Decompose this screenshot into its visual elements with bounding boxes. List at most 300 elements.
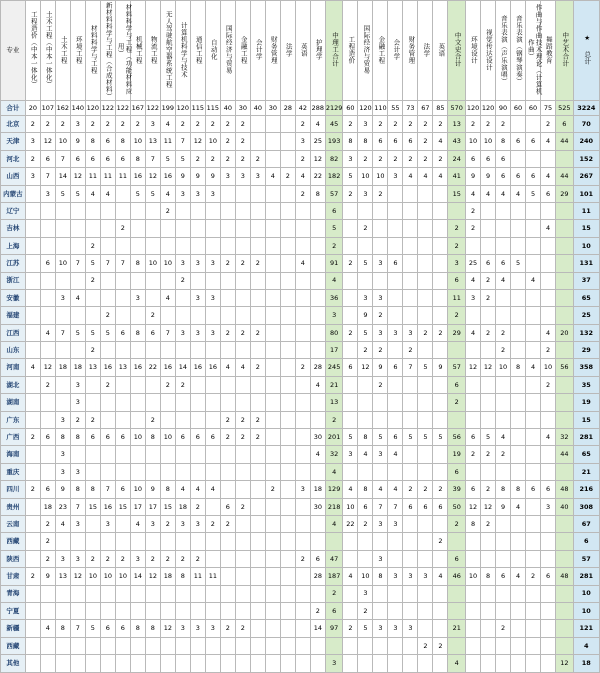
table-cell: 267: [573, 168, 599, 185]
table-cell: 3: [295, 481, 310, 498]
table-cell: [466, 550, 481, 567]
column-header: [280, 1, 295, 101]
table-cell: 3: [358, 185, 373, 202]
table-cell: 30: [310, 498, 325, 515]
table-cell: 97: [325, 620, 343, 637]
table-cell: [220, 342, 235, 359]
table-cell: 6: [70, 150, 85, 167]
table-cell: [145, 272, 160, 289]
table-cell: [433, 220, 448, 237]
table-cell: [265, 550, 280, 567]
table-cell: [130, 585, 145, 602]
province-label: 青海: [1, 585, 26, 602]
table-cell: 2: [358, 342, 373, 359]
table-cell: 2: [418, 481, 433, 498]
table-cell: [235, 376, 250, 393]
table-cell: 2: [220, 133, 235, 150]
table-row: [1, 463, 600, 480]
table-cell: 3: [55, 550, 70, 567]
table-cell: [265, 133, 280, 150]
table-cell: [556, 394, 574, 411]
table-cell: 17: [145, 498, 160, 515]
column-header: [433, 1, 448, 101]
table-cell: 2: [541, 376, 556, 393]
table-cell: 6: [403, 498, 418, 515]
table-cell: 2: [526, 568, 541, 585]
table-cell: [511, 655, 526, 672]
table-cell: 2: [85, 272, 100, 289]
table-cell: 2: [358, 515, 373, 532]
table-cell: [466, 637, 481, 654]
table-cell: 3: [100, 515, 115, 532]
table-cell: [418, 446, 433, 463]
table-cell: [403, 463, 418, 480]
table-cell: [175, 585, 190, 602]
table-cell: 6: [100, 429, 115, 446]
table-cell: [250, 515, 265, 532]
table-cell: 9: [466, 168, 481, 185]
table-cell: [250, 272, 265, 289]
table-cell: 4: [40, 620, 55, 637]
table-cell: [295, 324, 310, 341]
table-cell: [373, 585, 388, 602]
table-cell: 2: [343, 185, 358, 202]
table-cell: 358: [573, 359, 599, 376]
table-cell: 3: [25, 168, 40, 185]
sum-cell: 120: [466, 101, 481, 116]
table-cell: [433, 411, 448, 428]
table-cell: [250, 533, 265, 550]
table-row: [1, 637, 600, 654]
table-cell: 11: [573, 202, 599, 219]
table-cell: 6: [481, 150, 496, 167]
table-cell: [55, 533, 70, 550]
table-cell: [541, 602, 556, 619]
table-cell: 3: [343, 446, 358, 463]
table-cell: 18: [70, 359, 85, 376]
table-cell: [373, 220, 388, 237]
table-cell: [100, 237, 115, 254]
table-cell: 187: [325, 568, 343, 585]
table-cell: [511, 272, 526, 289]
table-cell: 6: [205, 429, 220, 446]
table-cell: [145, 446, 160, 463]
table-cell: 4: [466, 324, 481, 341]
table-cell: 7: [175, 133, 190, 150]
table-cell: 4: [100, 185, 115, 202]
table-cell: [40, 585, 55, 602]
table-cell: [556, 272, 574, 289]
table-row: [1, 602, 600, 619]
table-cell: 4: [310, 116, 325, 133]
table-cell: [526, 550, 541, 567]
table-cell: [388, 411, 403, 428]
table-cell: [526, 637, 541, 654]
table-cell: [433, 394, 448, 411]
table-cell: [235, 202, 250, 219]
province-label: 安徽: [1, 289, 26, 306]
table-cell: [130, 342, 145, 359]
table-cell: [295, 411, 310, 428]
table-cell: 37: [573, 272, 599, 289]
table-cell: 2: [433, 533, 448, 550]
table-cell: [235, 533, 250, 550]
table-cell: 9: [496, 498, 511, 515]
table-cell: 4: [295, 255, 310, 272]
table-cell: 8: [511, 359, 526, 376]
table-cell: [265, 289, 280, 306]
table-cell: 8: [481, 568, 496, 585]
sum-cell: 140: [70, 101, 85, 116]
table-cell: [205, 602, 220, 619]
column-header: [130, 1, 145, 101]
table-cell: 2: [130, 116, 145, 133]
table-cell: [466, 307, 481, 324]
province-label: 内蒙古: [1, 185, 26, 202]
table-cell: [25, 411, 40, 428]
table-cell: [481, 585, 496, 602]
table-cell: 3: [190, 255, 205, 272]
table-cell: [556, 533, 574, 550]
table-cell: [433, 515, 448, 532]
table-cell: [295, 342, 310, 359]
table-cell: 9: [481, 168, 496, 185]
table-cell: 8: [160, 481, 175, 498]
sum-cell: 525: [556, 101, 574, 116]
table-cell: 6: [115, 150, 130, 167]
table-cell: [70, 585, 85, 602]
table-cell: 4: [526, 359, 541, 376]
table-cell: [403, 289, 418, 306]
sum-cell: 115: [190, 101, 205, 116]
table-cell: 3: [70, 394, 85, 411]
table-cell: 4: [541, 133, 556, 150]
table-cell: [433, 550, 448, 567]
table-cell: [310, 272, 325, 289]
table-cell: [343, 202, 358, 219]
table-cell: 45: [325, 116, 343, 133]
table-row: [1, 272, 600, 289]
table-cell: 3: [205, 289, 220, 306]
table-cell: [70, 637, 85, 654]
table-cell: 56: [448, 429, 466, 446]
table-cell: 6: [496, 255, 511, 272]
table-cell: [373, 202, 388, 219]
table-cell: [418, 533, 433, 550]
table-cell: 10: [55, 133, 70, 150]
table-cell: [343, 376, 358, 393]
table-cell: [280, 237, 295, 254]
table-cell: [358, 394, 373, 411]
table-cell: 21: [448, 620, 466, 637]
table-cell: [250, 481, 265, 498]
table-cell: 22: [310, 168, 325, 185]
table-cell: [280, 116, 295, 133]
table-cell: 2: [358, 150, 373, 167]
table-cell: 6: [466, 481, 481, 498]
table-cell: 19: [448, 446, 466, 463]
table-cell: 2: [40, 533, 55, 550]
table-cell: [466, 655, 481, 672]
table-cell: 5: [418, 429, 433, 446]
table-cell: [160, 585, 175, 602]
table-cell: [130, 446, 145, 463]
table-cell: [541, 394, 556, 411]
table-cell: [448, 411, 466, 428]
table-cell: 2: [466, 116, 481, 133]
table-cell: [541, 202, 556, 219]
table-cell: [145, 237, 160, 254]
table-cell: [358, 463, 373, 480]
province-label: 新疆: [1, 620, 26, 637]
table-cell: 13: [325, 394, 343, 411]
table-cell: [433, 602, 448, 619]
table-cell: 2: [343, 620, 358, 637]
table-cell: [250, 568, 265, 585]
table-cell: 2: [250, 411, 265, 428]
table-cell: [250, 585, 265, 602]
table-cell: 6: [526, 481, 541, 498]
table-cell: 8: [115, 133, 130, 150]
table-cell: 8: [70, 429, 85, 446]
table-cell: 2: [295, 150, 310, 167]
table-cell: [40, 655, 55, 672]
table-cell: [220, 307, 235, 324]
table-cell: 4: [25, 359, 40, 376]
table-cell: [115, 185, 130, 202]
table-row: [1, 307, 600, 324]
table-cell: 12: [358, 359, 373, 376]
table-cell: 11: [115, 168, 130, 185]
table-cell: 6: [40, 429, 55, 446]
sum-cell: 42: [295, 101, 310, 116]
table-cell: [70, 272, 85, 289]
table-cell: 16: [130, 359, 145, 376]
table-cell: [160, 272, 175, 289]
sum-cell: 120: [175, 101, 190, 116]
table-cell: 3: [325, 655, 343, 672]
table-cell: 4: [343, 481, 358, 498]
table-cell: [418, 620, 433, 637]
table-cell: 4: [295, 168, 310, 185]
table-cell: 3: [388, 620, 403, 637]
column-header: [25, 1, 40, 101]
table-cell: 4: [388, 481, 403, 498]
column-header-label: 法学: [284, 42, 293, 57]
table-cell: [265, 342, 280, 359]
table-cell: 5: [403, 429, 418, 446]
table-cell: 2: [235, 620, 250, 637]
table-cell: [403, 307, 418, 324]
table-cell: [85, 307, 100, 324]
table-cell: [250, 342, 265, 359]
table-cell: 5: [325, 220, 343, 237]
table-cell: [250, 220, 265, 237]
table-cell: [220, 481, 235, 498]
sum-cell: 40: [250, 101, 265, 116]
column-header: [418, 1, 433, 101]
table-cell: 10: [130, 133, 145, 150]
table-cell: 5: [481, 429, 496, 446]
table-cell: [85, 585, 100, 602]
table-cell: [541, 255, 556, 272]
table-cell: [343, 394, 358, 411]
table-cell: 29: [573, 342, 599, 359]
table-cell: 2: [145, 550, 160, 567]
table-cell: 4: [55, 515, 70, 532]
table-cell: [205, 220, 220, 237]
table-cell: 3: [205, 324, 220, 341]
table-cell: [280, 429, 295, 446]
table-cell: [205, 498, 220, 515]
table-cell: 9: [55, 481, 70, 498]
table-cell: 2: [235, 324, 250, 341]
table-cell: [190, 237, 205, 254]
table-cell: [220, 533, 235, 550]
table-cell: [265, 237, 280, 254]
table-cell: [511, 446, 526, 463]
table-cell: 13: [115, 359, 130, 376]
table-cell: [280, 446, 295, 463]
table-cell: [295, 463, 310, 480]
table-cell: 10: [55, 255, 70, 272]
province-label: 甘肃: [1, 568, 26, 585]
table-cell: 10: [130, 429, 145, 446]
table-cell: [220, 185, 235, 202]
table-cell: [190, 411, 205, 428]
table-cell: [265, 376, 280, 393]
table-row: [1, 568, 600, 585]
table-cell: 2: [448, 394, 466, 411]
table-cell: 12: [160, 620, 175, 637]
table-cell: 8: [358, 429, 373, 446]
table-cell: 28: [310, 359, 325, 376]
table-cell: [433, 272, 448, 289]
table-cell: [556, 463, 574, 480]
table-cell: 5: [358, 255, 373, 272]
table-cell: 18: [175, 498, 190, 515]
table-cell: 2: [160, 550, 175, 567]
table-cell: [343, 602, 358, 619]
table-cell: [280, 342, 295, 359]
table-cell: 2: [235, 429, 250, 446]
province-label: 重庆: [1, 463, 26, 480]
table-cell: [265, 394, 280, 411]
table-cell: [175, 202, 190, 219]
table-cell: 4: [343, 568, 358, 585]
table-row: [1, 237, 600, 254]
table-cell: [115, 463, 130, 480]
table-cell: [220, 376, 235, 393]
table-cell: [85, 376, 100, 393]
table-cell: 2: [295, 550, 310, 567]
table-cell: [556, 620, 574, 637]
table-cell: 2: [481, 289, 496, 306]
table-cell: [100, 289, 115, 306]
sum-cell: 28: [280, 101, 295, 116]
table-cell: 2: [100, 376, 115, 393]
sum-cell: 288: [310, 101, 325, 116]
table-cell: [373, 411, 388, 428]
table-cell: 3: [205, 620, 220, 637]
table-cell: 4: [160, 289, 175, 306]
table-cell: 7: [55, 150, 70, 167]
table-cell: [358, 550, 373, 567]
table-cell: [250, 133, 265, 150]
column-header: [205, 1, 220, 101]
table-cell: 4: [85, 185, 100, 202]
table-cell: 7: [373, 498, 388, 515]
table-row: [1, 185, 600, 202]
table-cell: [310, 411, 325, 428]
table-cell: 7: [145, 150, 160, 167]
table-cell: 2: [85, 550, 100, 567]
table-cell: 6: [448, 376, 466, 393]
table-cell: [526, 498, 541, 515]
table-cell: [190, 585, 205, 602]
table-cell: 12: [466, 359, 481, 376]
table-cell: [265, 307, 280, 324]
table-cell: [160, 533, 175, 550]
table-cell: 4: [448, 655, 466, 672]
table-cell: 3: [250, 168, 265, 185]
table-cell: [280, 411, 295, 428]
table-cell: [100, 602, 115, 619]
table-cell: [448, 602, 466, 619]
table-cell: [418, 220, 433, 237]
table-cell: 3: [55, 446, 70, 463]
column-header-label: 环境设计: [469, 35, 478, 64]
table-cell: 13: [448, 116, 466, 133]
table-cell: [496, 411, 511, 428]
column-header-label: 工程造价: [347, 35, 356, 64]
table-cell: 8: [145, 429, 160, 446]
table-cell: [265, 429, 280, 446]
table-cell: [130, 602, 145, 619]
table-cell: 9: [40, 568, 55, 585]
column-header-label: 音乐表演（声乐演唱）: [499, 14, 508, 85]
table-cell: [85, 446, 100, 463]
column-header: [100, 1, 115, 101]
table-cell: [433, 237, 448, 254]
table-cell: 6: [325, 602, 343, 619]
table-cell: [265, 498, 280, 515]
table-cell: [541, 550, 556, 567]
table-cell: 2: [448, 220, 466, 237]
table-cell: 2: [160, 202, 175, 219]
sum-cell: 107: [40, 101, 55, 116]
table-cell: 2: [70, 411, 85, 428]
column-header: [541, 1, 556, 101]
table-cell: [130, 411, 145, 428]
table-cell: 7: [55, 324, 70, 341]
table-cell: [250, 637, 265, 654]
table-cell: [70, 655, 85, 672]
table-cell: 2: [190, 116, 205, 133]
table-cell: [481, 411, 496, 428]
table-cell: [343, 550, 358, 567]
table-row: [1, 202, 600, 219]
table-cell: 10: [466, 133, 481, 150]
table-cell: [418, 307, 433, 324]
table-cell: 6: [448, 463, 466, 480]
table-cell: [235, 637, 250, 654]
table-cell: 4: [511, 568, 526, 585]
table-cell: 5: [130, 185, 145, 202]
column-header: [115, 1, 133, 101]
table-cell: 2: [310, 602, 325, 619]
table-cell: 3: [295, 133, 310, 150]
